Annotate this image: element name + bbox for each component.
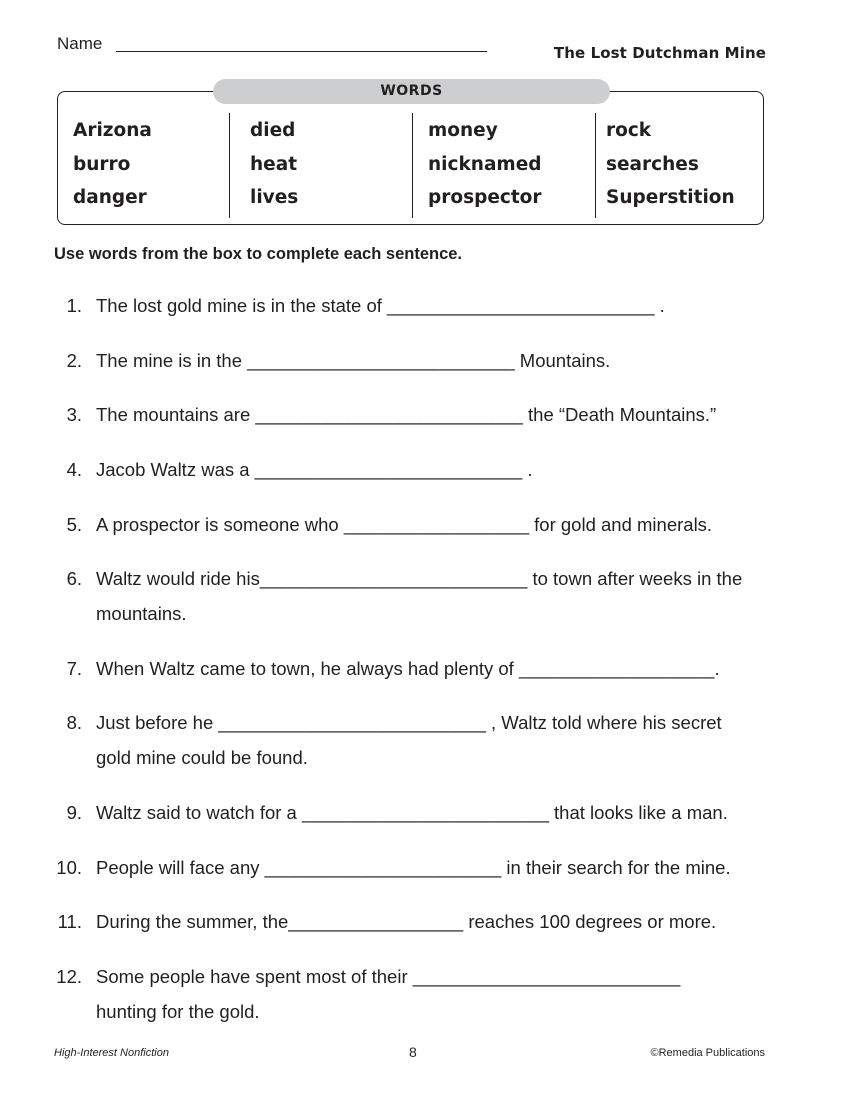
word-column-3 bbox=[428, 114, 542, 215]
word-item: lives bbox=[250, 187, 299, 208]
question-text-continued: gold mine could be found. bbox=[96, 747, 308, 768]
word-column-1 bbox=[73, 114, 152, 215]
question-number: 7. bbox=[66, 658, 82, 679]
question-number: 4. bbox=[66, 459, 82, 480]
question-text: People will face any _______________________ in their search for the mine. bbox=[96, 857, 731, 878]
word-item: died bbox=[250, 120, 296, 141]
word-item: danger bbox=[73, 187, 147, 208]
question-text: Jacob Waltz was a __________________________ . bbox=[96, 459, 533, 480]
question-text: During the summer, the_________________ reaches 100 degrees or more. bbox=[96, 911, 717, 932]
question-text: Some people have spent most of their __________________________ bbox=[96, 966, 681, 987]
word-item: searches bbox=[606, 153, 699, 175]
question-number: 12. bbox=[56, 966, 82, 987]
instructions: Use words from the box to complete each sentence. bbox=[54, 245, 463, 263]
word-column-4 bbox=[606, 114, 735, 215]
word-box-heading: WORDS bbox=[213, 79, 610, 104]
column-divider bbox=[412, 113, 413, 218]
page-number: 8 bbox=[409, 1044, 417, 1060]
footer-copyright: ©Remedia Publications bbox=[650, 1047, 765, 1059]
word-column-2 bbox=[250, 114, 298, 215]
question-number: 10. bbox=[56, 857, 82, 878]
page-title: The Lost Dutchman Mine bbox=[553, 44, 766, 62]
word-item: money bbox=[428, 120, 498, 141]
name-field-line[interactable] bbox=[116, 51, 487, 52]
word-item: rock bbox=[606, 120, 652, 141]
question-number: 9. bbox=[66, 802, 82, 823]
question-text-continued: hunting for the gold. bbox=[96, 1001, 260, 1022]
footer-series: High-Interest Nonfiction bbox=[54, 1047, 169, 1059]
question-number: 2. bbox=[66, 350, 82, 371]
question-text-continued: mountains. bbox=[96, 603, 187, 624]
question-number: 1. bbox=[66, 295, 82, 316]
question-text: Just before he __________________________ , Waltz told where his secret bbox=[96, 712, 722, 733]
column-divider bbox=[229, 113, 230, 218]
question-text: Waltz said to watch for a ________________________ that looks like a man. bbox=[96, 802, 728, 823]
question-number: 6. bbox=[66, 568, 82, 589]
word-item: prospector bbox=[428, 187, 542, 208]
question-text: The mountains are __________________________ the “Death Mountains.” bbox=[96, 404, 717, 425]
word-item: Arizona bbox=[73, 120, 152, 141]
question-text: The mine is in the __________________________ Mountains. bbox=[96, 350, 611, 371]
question-text: When Waltz came to town, he always had plenty of ___________________. bbox=[96, 658, 720, 679]
word-item: Superstition bbox=[606, 187, 735, 208]
question-number: 5. bbox=[66, 514, 82, 535]
question-text: Waltz would ride his__________________________ to town after weeks in the bbox=[96, 568, 743, 589]
question-number: 3. bbox=[66, 404, 82, 425]
question-text: A prospector is someone who __________________ for gold and minerals. bbox=[96, 514, 713, 535]
column-divider bbox=[595, 113, 596, 218]
name-label: Name bbox=[57, 34, 103, 53]
question-number: 11. bbox=[57, 911, 82, 932]
question-text: The lost gold mine is in the state of __________________________ . bbox=[96, 295, 665, 316]
word-item: nicknamed bbox=[428, 153, 542, 175]
question-number: 8. bbox=[66, 712, 82, 733]
word-item: burro bbox=[73, 153, 131, 175]
word-item: heat bbox=[250, 153, 298, 175]
